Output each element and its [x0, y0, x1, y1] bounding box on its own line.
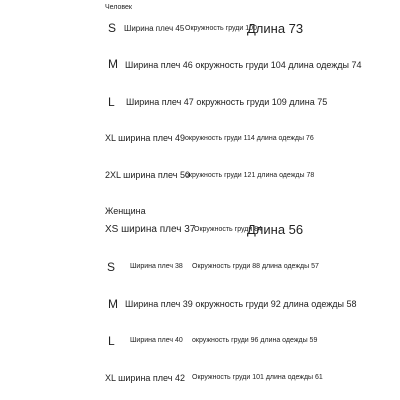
size-label: S [107, 260, 116, 274]
size-label: L [108, 334, 115, 348]
size-details: Ширина плеч 46 окружность груди 104 длина одежды 74 [125, 60, 362, 70]
chest-and-length: Окружность груди 101 длина одежды 61 [192, 374, 323, 381]
chest-and-length: Окружность груди 88 длина одежды 57 [192, 263, 319, 270]
chest-and-length: окружность груди 96 длина одежды 59 [192, 337, 318, 344]
shoulder-width: Ширина плеч 38 [130, 263, 183, 270]
men-section-title: Человек [105, 4, 132, 11]
size-and-shoulder: 2XL ширина плеч 50 [105, 170, 190, 180]
size-details: Ширина плеч 47 окружность груди 109 длина 75 [126, 97, 328, 107]
chest-girth: Окружность груди 84 [194, 226, 263, 233]
shoulder-width: Ширина плеч 40 [130, 337, 183, 344]
chest-girth: Окружность груди 100 [185, 25, 257, 32]
size-label: M [108, 57, 118, 71]
size-label: M [108, 297, 118, 311]
size-and-shoulder: XL ширина плеч 42 [105, 373, 185, 383]
garment-length: Длина 56 [247, 222, 304, 237]
size-label: S [108, 21, 117, 35]
chest-and-length: окружность груди 114 длина одежды 76 [185, 135, 314, 142]
size-label: L [108, 95, 115, 109]
shoulder-width: Ширина плеч 45 [124, 24, 185, 33]
chest-and-length: окружность груди 121 длина одежды 78 [185, 172, 315, 179]
size-details: Ширина плеч 39 окружность груди 92 длина одежды 58 [125, 299, 357, 309]
size-and-shoulder: XL ширина плеч 49 [105, 133, 185, 143]
women-section-title: Женщина [105, 206, 146, 216]
size-and-shoulder: XS ширина плеч 37 [105, 224, 196, 235]
garment-length: Длина 73 [247, 21, 304, 36]
